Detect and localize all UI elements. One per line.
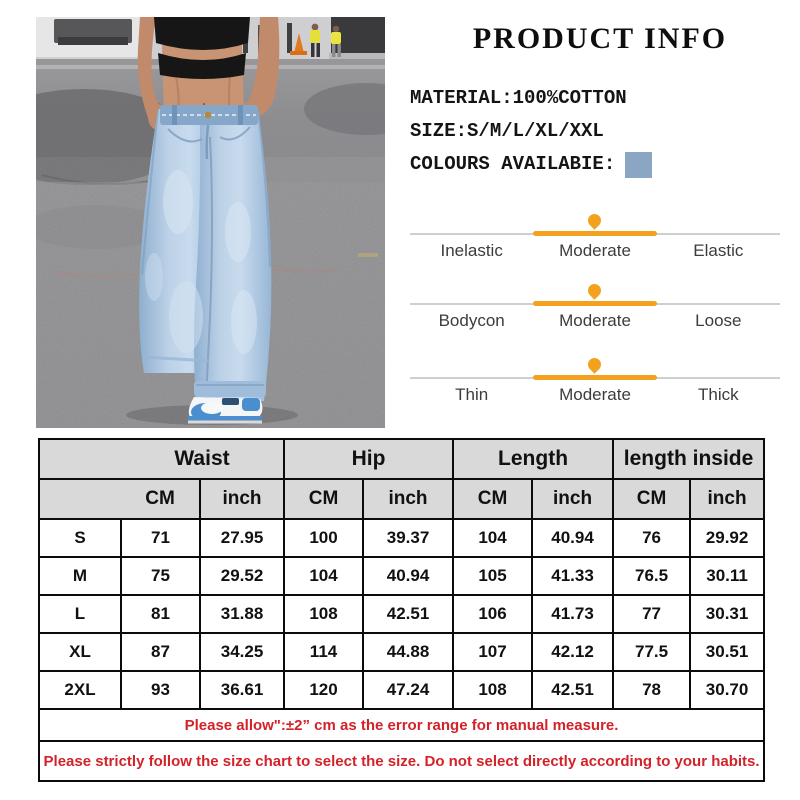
cell-value: 81 xyxy=(121,595,200,633)
product-photo-illustration xyxy=(36,17,385,428)
cell-value: 77.5 xyxy=(613,633,690,671)
material-line xyxy=(410,82,790,115)
cell-value: 40.94 xyxy=(532,519,613,557)
unit-header: inch xyxy=(690,479,764,519)
cell-value: 120 xyxy=(284,671,363,709)
group-header-length: Length xyxy=(453,439,613,479)
cell-value: 40.94 xyxy=(363,557,453,595)
cell-value: 100 xyxy=(284,519,363,557)
cell-value: 29.92 xyxy=(690,519,764,557)
cell-value: 77 xyxy=(613,595,690,633)
cell-value: 93 xyxy=(121,671,200,709)
size-label: M xyxy=(39,557,121,595)
material-label: MATERIAL:100%COTTON xyxy=(410,87,627,109)
cell-value: 44.88 xyxy=(363,633,453,671)
cell-value: 42.51 xyxy=(363,595,453,633)
cell-value: 30.51 xyxy=(690,633,764,671)
cell-value: 78 xyxy=(613,671,690,709)
scale-active-segment xyxy=(533,231,657,236)
size-label: 2XL xyxy=(39,671,121,709)
scale-label-center: Moderate xyxy=(559,385,631,404)
cell-value: 75 xyxy=(121,557,200,595)
fit-scale xyxy=(410,283,780,339)
scale-active-segment xyxy=(533,375,657,380)
cell-value: 31.88 xyxy=(200,595,284,633)
cell-value: 27.95 xyxy=(200,519,284,557)
scale-active-segment xyxy=(533,301,657,306)
cell-value: 104 xyxy=(284,557,363,595)
scale-label-center: Moderate xyxy=(559,241,631,260)
unit-header: inch xyxy=(363,479,453,519)
notice-row xyxy=(39,709,764,741)
size-label: XL xyxy=(39,633,121,671)
cell-value: 30.31 xyxy=(690,595,764,633)
table-group-header-row xyxy=(39,439,764,479)
cell-value: 106 xyxy=(453,595,532,633)
colours-label: COLOURS AVAILABIE: xyxy=(410,153,616,175)
scale-marker-pin-icon xyxy=(585,211,603,229)
product-attributes xyxy=(410,82,790,181)
size-selection-notice: Please strictly follow the size chart to select the size. Do not select directly according to your habits. xyxy=(39,741,764,781)
scale-marker-pin-icon xyxy=(585,355,603,373)
cell-value: 114 xyxy=(284,633,363,671)
notice-row xyxy=(39,741,764,781)
cell-value: 30.11 xyxy=(690,557,764,595)
cell-value: 42.12 xyxy=(532,633,613,671)
size-line xyxy=(410,115,790,148)
size-chart-table xyxy=(38,438,765,782)
cell-value: 34.25 xyxy=(200,633,284,671)
unit-header: CM xyxy=(613,479,690,519)
cell-value: 29.52 xyxy=(200,557,284,595)
scale-label-left: Inelastic xyxy=(440,241,503,260)
cell-value: 87 xyxy=(121,633,200,671)
cell-value: 71 xyxy=(121,519,200,557)
table-row xyxy=(39,633,764,671)
cell-value: 108 xyxy=(453,671,532,709)
cell-value: 76 xyxy=(613,519,690,557)
unit-header: inch xyxy=(532,479,613,519)
cell-value: 108 xyxy=(284,595,363,633)
size-label: L xyxy=(39,595,121,633)
size-label: S xyxy=(39,519,121,557)
cell-value: 41.33 xyxy=(532,557,613,595)
measure-error-notice: Please allow":±2” cm as the error range for manual measure. xyxy=(39,709,764,741)
group-header-length-inside: length inside xyxy=(613,439,764,479)
scale-label-center: Moderate xyxy=(559,311,631,330)
table-row xyxy=(39,595,764,633)
scale-label-right: Thick xyxy=(698,385,739,404)
cell-value: 36.61 xyxy=(200,671,284,709)
corner-cell xyxy=(39,439,121,479)
product-photo xyxy=(36,17,385,428)
scale-label-right: Loose xyxy=(695,311,742,330)
group-header-waist: Waist xyxy=(121,439,284,479)
cell-value: 30.70 xyxy=(690,671,764,709)
cell-value: 47.24 xyxy=(363,671,453,709)
size-label: SIZE:S/M/L/XL/XXL xyxy=(410,120,604,142)
unit-header: inch xyxy=(200,479,284,519)
colours-line xyxy=(410,148,790,181)
color-swatch xyxy=(625,152,652,178)
scale-label-right: Elastic xyxy=(693,241,744,260)
table-row xyxy=(39,519,764,557)
unit-header: CM xyxy=(284,479,363,519)
scale-label-left: Bodycon xyxy=(438,311,505,330)
table-row xyxy=(39,671,764,709)
cell-value: 104 xyxy=(453,519,532,557)
cell-value: 39.37 xyxy=(363,519,453,557)
page-title: PRODUCT INFO xyxy=(472,22,728,55)
elasticity-scale xyxy=(410,213,780,269)
sneaker xyxy=(188,397,262,422)
scale-label-left: Thin xyxy=(455,385,489,404)
cell-value: 42.51 xyxy=(532,671,613,709)
cell-value: 76.5 xyxy=(613,557,690,595)
table-unit-header-row xyxy=(39,479,764,519)
group-header-hip: Hip xyxy=(284,439,453,479)
unit-header: CM xyxy=(121,479,200,519)
unit-header: CM xyxy=(453,479,532,519)
table-row xyxy=(39,557,764,595)
corner-cell xyxy=(39,479,121,519)
cell-value: 41.73 xyxy=(532,595,613,633)
thickness-scale xyxy=(410,357,780,413)
scale-marker-pin-icon xyxy=(585,281,603,299)
cell-value: 107 xyxy=(453,633,532,671)
cell-value: 105 xyxy=(453,557,532,595)
